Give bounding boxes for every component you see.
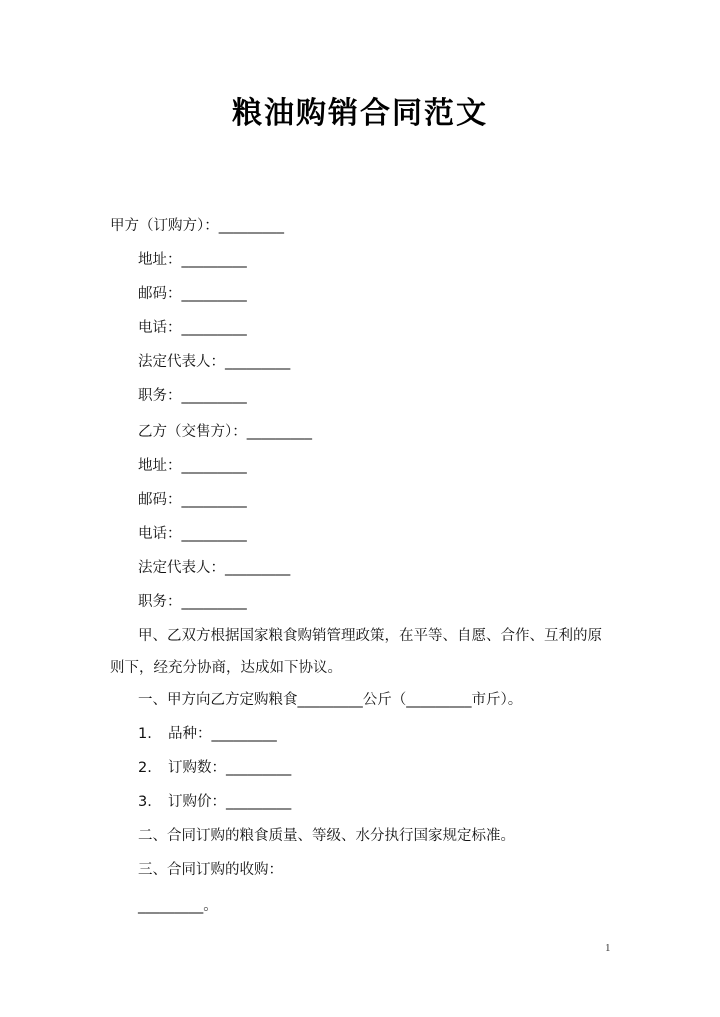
- clause-1: 一、甲方向乙方定购粮食_________公斤（_________市斤）。: [138, 692, 523, 708]
- item-3: [138, 792, 291, 812]
- party-b-position: 职务：_________: [138, 594, 247, 610]
- item-text: 品种：_________: [168, 726, 277, 742]
- clause-3: 三、合同订购的收购：: [138, 862, 283, 878]
- party-a-position: 职务：_________: [138, 388, 247, 404]
- party-b-phone: 电话：_________: [138, 526, 247, 542]
- party-b-heading: 乙方（交售方）：_________: [138, 424, 312, 440]
- party-a-legal-rep: 法定代表人：_________: [138, 354, 291, 370]
- party-b-address: 地址：_________: [138, 458, 247, 474]
- item-number: 2.: [138, 760, 152, 776]
- clause-2: 二、合同订购的粮食质量、等级、水分执行国家规定标准。: [138, 828, 515, 844]
- party-a-phone: 电话：_________: [138, 320, 247, 336]
- item-2: [138, 758, 291, 778]
- party-a-postcode: 邮码：_________: [138, 286, 247, 302]
- item-number: 3.: [138, 794, 152, 810]
- party-b-legal-rep: 法定代表人：_________: [138, 560, 291, 576]
- page-number: 1: [605, 942, 611, 954]
- clause-3-blank: _________。: [138, 898, 218, 914]
- preamble-paragraph: 甲、乙双方根据国家粮食购销管理政策，在平等、自愿、合作、互利的原则下，经充分协商，达成如下协议。: [110, 628, 602, 676]
- party-a-heading: 甲方（订购方）：_________: [110, 218, 284, 234]
- item-1: [138, 724, 277, 744]
- party-a-address: 地址：_________: [138, 252, 247, 268]
- party-b-postcode: 邮码：_________: [138, 492, 247, 508]
- item-number: 1.: [138, 726, 152, 742]
- item-text: 订购价：_________: [168, 794, 292, 810]
- document-title: 粮油购销合同范文: [232, 96, 488, 131]
- item-text: 订购数：_________: [168, 760, 292, 776]
